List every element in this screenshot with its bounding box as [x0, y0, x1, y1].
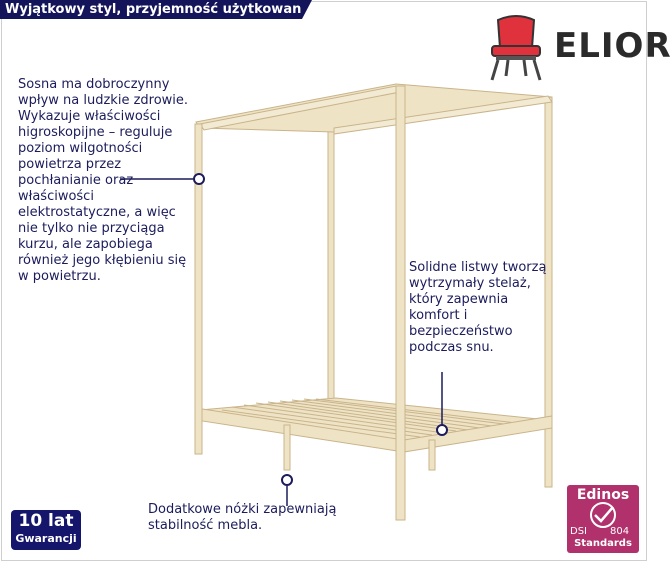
note-pine-properties: Sosna ma dobroczynny wpływ na ludzkie zdrowie. Wykazuje właściwości higroskopijne – reguluje poziom wilgotności powietrza przez pochłanianie oraz właściwości elektrostatyczne, a więc nie tylko nie przyciąga kurzu, ale zapobiega również jego kłębieniu się w powietrzu. — [18, 77, 189, 284]
edinos-name: Edinos — [576, 487, 630, 503]
edinos-number: 804 — [610, 526, 630, 537]
edinos-dsi: DSI — [570, 526, 587, 537]
warranty-badge — [11, 510, 81, 550]
warranty-label: Gwarancji — [15, 532, 77, 545]
note-slats: Solidne listwy tworzą wytrzymały stelaż, który zapewnia komfort i bezpieczeństwo podczas snu. — [409, 260, 547, 355]
warranty-years: 10 lat — [18, 511, 74, 531]
edinos-standards: Standards — [574, 538, 632, 549]
logo-text: ELIOR — [554, 26, 672, 66]
note-extra-legs: Dodatkowe nóżki zapewniają stabilność mebla. — [148, 502, 337, 533]
edinos-standards-badge — [567, 485, 639, 553]
title-banner: Wyjątkowy styl, przyjemność użytkowania! — [0, 0, 302, 19]
